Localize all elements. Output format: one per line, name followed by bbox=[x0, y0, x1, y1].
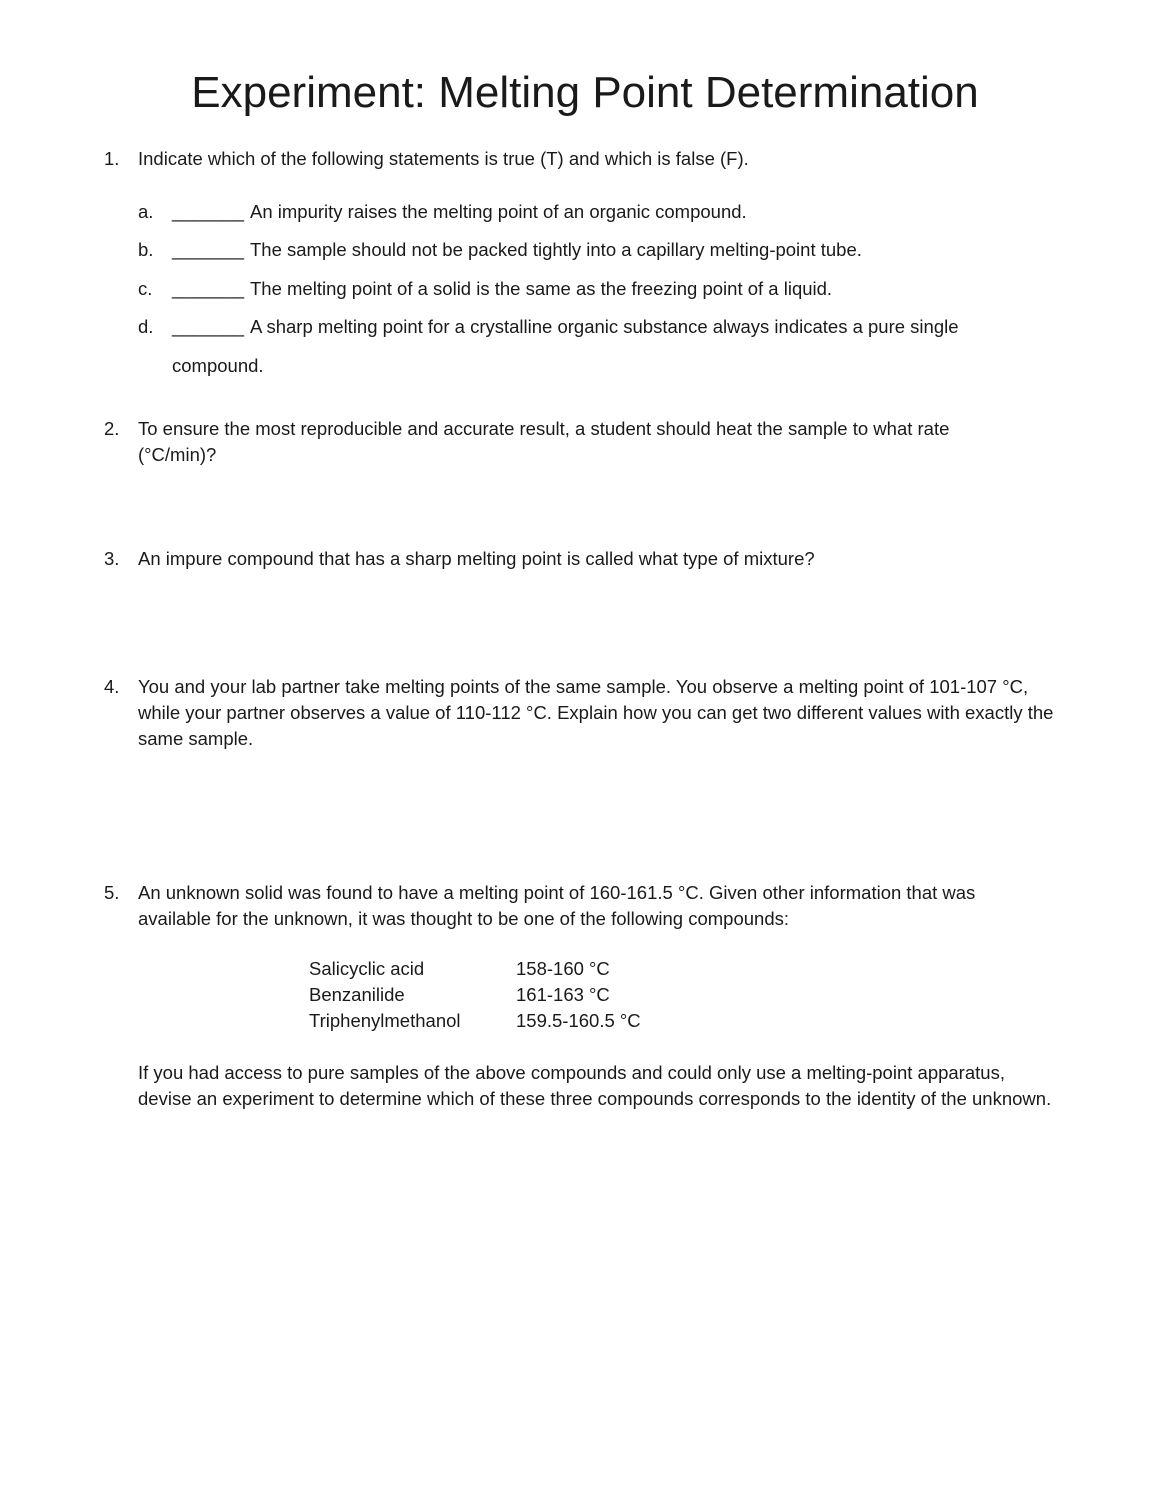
question-text: Indicate which of the following statements is true (T) and which is false (F). bbox=[138, 148, 749, 169]
question-number: 4. bbox=[104, 676, 120, 697]
question-text: To ensure the most reproducible and accurate result, a student should heat the sample to what rate (°C/min)? bbox=[138, 418, 950, 465]
question-number: 3. bbox=[104, 548, 120, 569]
item-statement: A sharp melting point for a crystalline organic substance always indicates a pure single bbox=[250, 316, 959, 337]
question-number: 1. bbox=[104, 148, 120, 169]
question-2 bbox=[104, 416, 1004, 468]
compound-name: Salicyclic acid bbox=[309, 958, 425, 979]
question-3 bbox=[104, 546, 1064, 572]
question-text: An impure compound that has a sharp melting point is called what type of mixture? bbox=[138, 548, 815, 569]
item-letter: d. bbox=[138, 316, 154, 337]
answer-blank[interactable]: _______ bbox=[172, 278, 245, 299]
question-1 bbox=[104, 146, 1064, 172]
item-letter: b. bbox=[138, 239, 154, 260]
question-5-followup: If you had access to pure samples of the above compounds and could only use a melting-point apparatus, devise an experiment to determine which of these three compounds corresponds to the identity of the unknown. bbox=[138, 1062, 1052, 1109]
answer-blank[interactable]: _______ bbox=[172, 239, 245, 260]
question-number: 2. bbox=[104, 418, 120, 439]
question-text: An unknown solid was found to have a melting point of 160-161.5 °C. Given other information that was available for the unknown, it was thought to be one of the following compounds: bbox=[138, 882, 976, 929]
question-5 bbox=[104, 880, 1039, 932]
question-number: 5. bbox=[104, 882, 120, 903]
compound-melting-point: 161-163 °C bbox=[516, 984, 610, 1005]
page-title: Experiment: Melting Point Determination bbox=[191, 68, 979, 117]
compound-melting-point: 158-160 °C bbox=[516, 958, 610, 979]
compound-name: Benzanilide bbox=[309, 984, 405, 1005]
item-continuation: compound. bbox=[172, 355, 264, 376]
question-4 bbox=[104, 674, 1054, 752]
answer-blank[interactable]: _______ bbox=[172, 316, 245, 337]
item-statement: An impurity raises the melting point of an organic compound. bbox=[250, 201, 747, 222]
compound-melting-point: 159.5-160.5 °C bbox=[516, 1010, 641, 1031]
item-letter: c. bbox=[138, 278, 153, 299]
item-statement: The melting point of a solid is the same as the freezing point of a liquid. bbox=[250, 278, 833, 299]
item-letter: a. bbox=[138, 201, 154, 222]
item-statement: The sample should not be packed tightly into a capillary melting-point tube. bbox=[250, 239, 862, 260]
compound-name: Triphenylmethanol bbox=[309, 1010, 461, 1031]
answer-blank[interactable]: _______ bbox=[172, 201, 245, 222]
question-text: You and your lab partner take melting points of the same sample. You observe a melting point of 101-107 °C, while your partner observes a value of 110-112 °C. Explain how you can get two different values with exactly the same sample. bbox=[138, 676, 1054, 749]
